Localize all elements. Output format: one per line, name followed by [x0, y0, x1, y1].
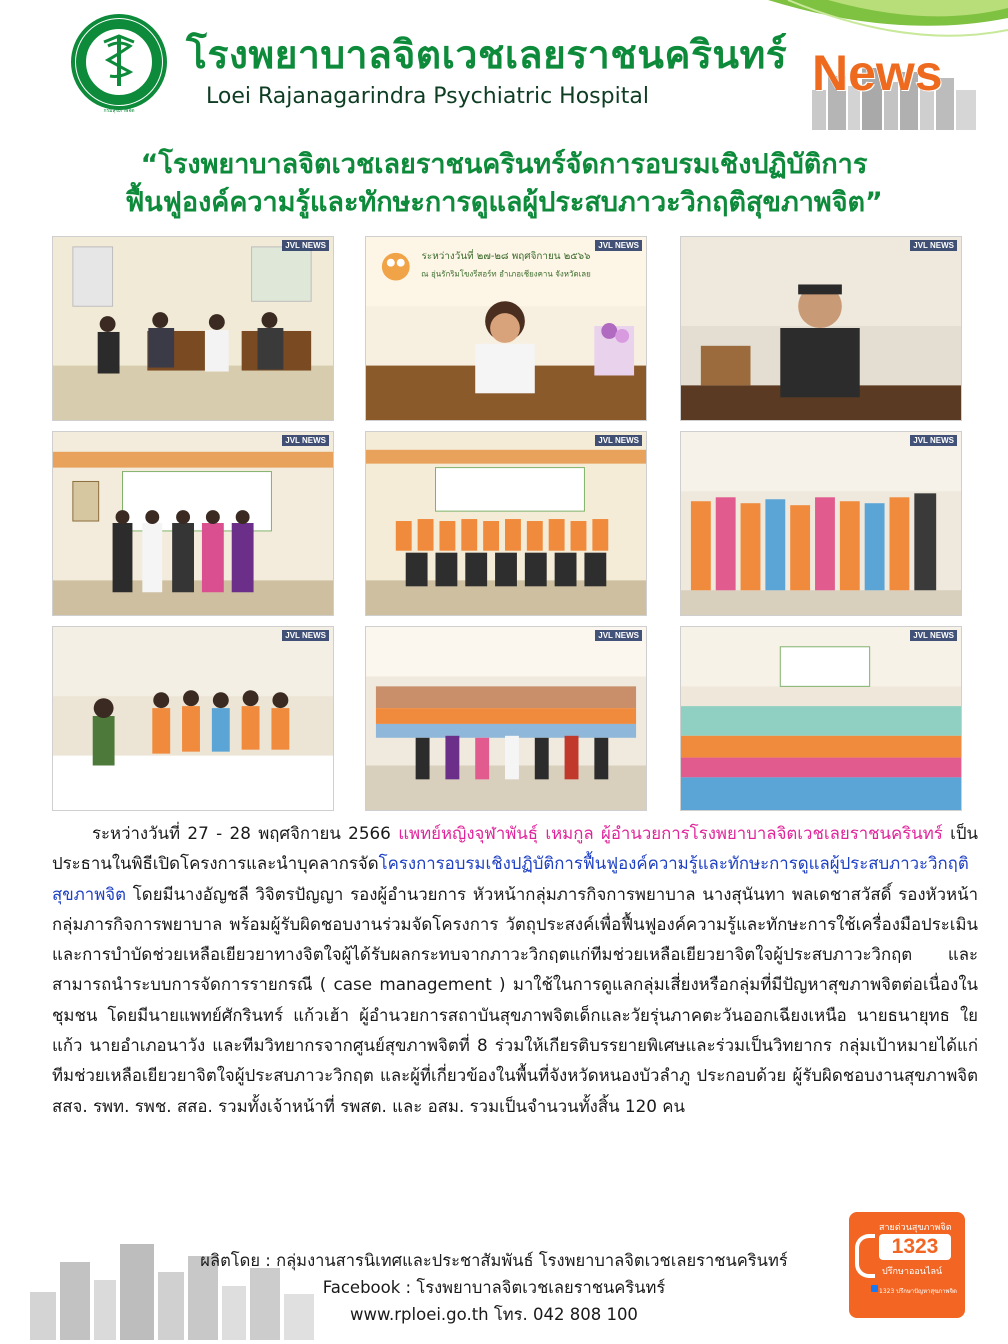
- article-body: [52, 818, 978, 1121]
- event-date-text: ระหว่างวันที่ 27 - 28 พฤศจิกายน 2566: [92, 823, 399, 843]
- hotline-title: สายด่วนสุขภาพจิต: [879, 1223, 952, 1233]
- facebook-icon: [871, 1285, 878, 1292]
- phone-icon: [855, 1234, 875, 1278]
- watermark: JVL NEWS: [595, 435, 642, 446]
- banner-venue-text: ณ อุ่นรักริมโขงรีสอร์ท อำเภอเชียงคาน จังหวัดเลย: [421, 269, 591, 279]
- photo-4-certificate-presentation: [52, 431, 334, 616]
- footer-producer: ผลิตโดย : กลุ่มงานสารนิเทศและประชาสัมพันธ์ โรงพยาบาลจิตเวชเลยราชนครินทร์: [200, 1251, 788, 1270]
- watermark: JVL NEWS: [910, 435, 957, 446]
- hotline-footnote: 1323 ปรึกษาปัญหาสุขภาพจิต: [879, 1288, 957, 1295]
- watermark: JVL NEWS: [282, 435, 329, 446]
- watermark: JVL NEWS: [282, 240, 329, 251]
- headline-line-2: ฟื้นฟูองค์ความรู้และทักษะการดูแลผู้ประสบภาวะวิกฤติสุขภาพจิต”: [125, 187, 883, 218]
- watermark: JVL NEWS: [910, 240, 957, 251]
- director-name-highlight: แพทย์หญิงจุฬาพันธุ์ เหมกูล ผู้อำนวยการโรงพยาบาลจิตเวชเลยราชนครินทร์: [398, 823, 943, 843]
- watermark: JVL NEWS: [595, 240, 642, 251]
- hospital-name-english: Loei Rajanagarindra Psychiatric Hospital: [206, 84, 649, 109]
- footer-website-phone: www.rploei.go.th โทร. 042 808 100: [350, 1305, 638, 1324]
- news-label: News: [812, 45, 943, 101]
- photo-9-large-group: [680, 626, 962, 811]
- logo-caption: กรมสุขภาพจิต: [103, 108, 135, 114]
- mental-health-hotline-badge: [849, 1212, 965, 1318]
- page-header: [0, 0, 1008, 135]
- hotline-number: 1323: [879, 1234, 951, 1260]
- headline-line-1: “โรงพยาบาลจิตเวชเลยราชนครินทร์จัดการอบรมเชิงปฏิบัติการ: [140, 149, 868, 180]
- hospital-name-thai: โรงพยาบาลจิตเวชเลยราชนครินทร์: [186, 33, 788, 78]
- photo-2-speaker-at-podium: [365, 236, 647, 421]
- footer-facebook: Facebook : โรงพยาบาลจิตเวชเลยราชนครินทร์: [322, 1278, 666, 1297]
- photo-7-participants-seated: [52, 626, 334, 811]
- watermark: JVL NEWS: [282, 630, 329, 641]
- watermark: JVL NEWS: [595, 630, 642, 641]
- project-name-highlight: โครงการอบรมเชิงปฏิบัติการฟื้นฟูองค์ความรู้และทักษะการดูแลผู้ประสบภาวะวิกฤติสุขภาพจิต: [52, 853, 969, 904]
- body-text-segment: เป็นประธานในพิธีเปิดโครงการและนำบุคลากรจัด: [52, 823, 978, 874]
- ministry-logo: [66, 12, 172, 118]
- photo-8-audience-hall: [365, 626, 647, 811]
- body-text-segment-main: โดยมีนางอัญชลี วิจิตรปัญญา รองผู้อำนวยการ หัวหน้ากลุ่มภารกิจการพยาบาล นางสุนันทา พลเดชาสวัสดิ์ รองหัวหน้ากลุ่มภารกิจการพยาบาล พร้อมผู้รับผิดชอบงานร่วมจัดโครงการ วัตถุประสงค์เพื่อฟื้นฟูองค์ความรู้และทักษะการใช้เครื่องมือประเมินและการบำบัดช่วยเหลือเยียวยาทางจิตใจผู้ได้รับผลกระทบจากภาวะวิกฤตแก่ทีมช่วยเหลือเยียวยาจิตใจผู้ประสบภาวะวิกฤต และสามารถนำระบบการจัดการรายกรณี ( case management ) มาใช้ในการดูแลกลุ่มเสี่ยงหรือกลุ่มที่มีปัญหาสุขภาพจิตต่อเนื่องในชุมชน โดยมีนายแพทย์ศักรินทร์ แก้วเฮ้า ผู้อำนวยการสถาบันสุขภาพจิตเด็กและวัยรุ่นภาคตะวันออกเฉียงเหนือ นายธนายุทธ ใยแก้ว นายอำเภอนาวัง และทีมวิทยากรจากศูนย์สุขภาพจิตที่ 8 ร่วมให้เกียรติบรรยายพิเศษและร่วมเป็นวิทยากร กลุ่มเป้าหมายได้แก่ทีมช่วยเหลือเยียวยาจิตใจผู้ประสบภาวะวิกฤต และผู้ที่เกี่ยวข้องในพื้นที่จังหวัดหนองบัวลำภู ประกอบด้วย ผู้รับผิดชอบงานสุขภาพจิต สสจ. รพท. รพช. สสอ. รวมทั้งเจ้าหน้าที่ รพสต. และ อสม. รวมเป็นจำนวนทั้งสิ้น 120 คน: [52, 883, 978, 1116]
- photo-5-group-photo-stage: [365, 431, 647, 616]
- photo-1-reception: [52, 236, 334, 421]
- photo-6-participants-group: [680, 431, 962, 616]
- watermark: JVL NEWS: [910, 630, 957, 641]
- hotline-online-consult: ปรึกษาออนไลน์: [882, 1267, 943, 1277]
- banner-date-text: ระหว่างวันที่ ๒๗-๒๘ พฤศจิกายน ๒๕๖๖: [421, 250, 591, 262]
- photo-3-guest-speaker: [680, 236, 962, 421]
